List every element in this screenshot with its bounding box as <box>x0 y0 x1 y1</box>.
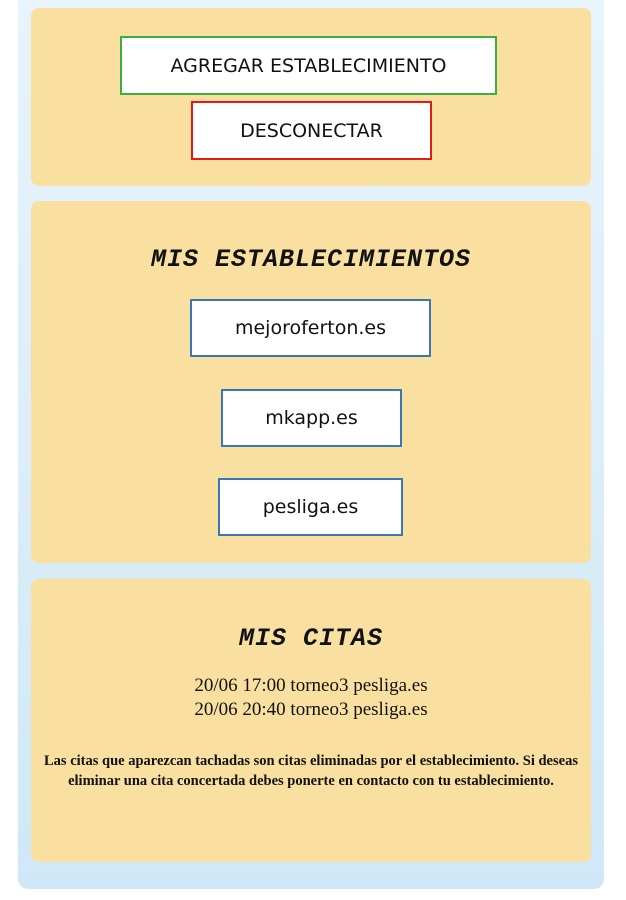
logout-button[interactable]: DESCONECTAR <box>191 101 432 160</box>
appointments-list <box>31 674 591 722</box>
appointment-item: 20/06 20:40 torneo3 pesliga.es <box>194 699 428 720</box>
appointments-title: MIS CITAS <box>238 624 384 653</box>
appointment-item: 20/06 17:00 torneo3 pesliga.es <box>194 675 428 696</box>
establishments-card <box>31 201 591 563</box>
establishment-button[interactable]: pesliga.es <box>218 478 403 536</box>
appointments-card <box>31 579 591 862</box>
establishments-title: MIS ESTABLECIMIENTOS <box>150 245 472 274</box>
actions-card <box>31 8 591 186</box>
appointments-note: Las citas que aparezcan tachadas son citas eliminadas por el establecimiento. Si deseas eliminar una cita concertada debes ponerte en contacto con tu establecimiento. <box>44 753 578 789</box>
add-establishment-button[interactable]: AGREGAR ESTABLECIMIENTO <box>120 36 497 95</box>
establishment-button[interactable]: mkapp.es <box>221 389 402 447</box>
establishment-button[interactable]: mejoroferton.es <box>190 299 431 357</box>
